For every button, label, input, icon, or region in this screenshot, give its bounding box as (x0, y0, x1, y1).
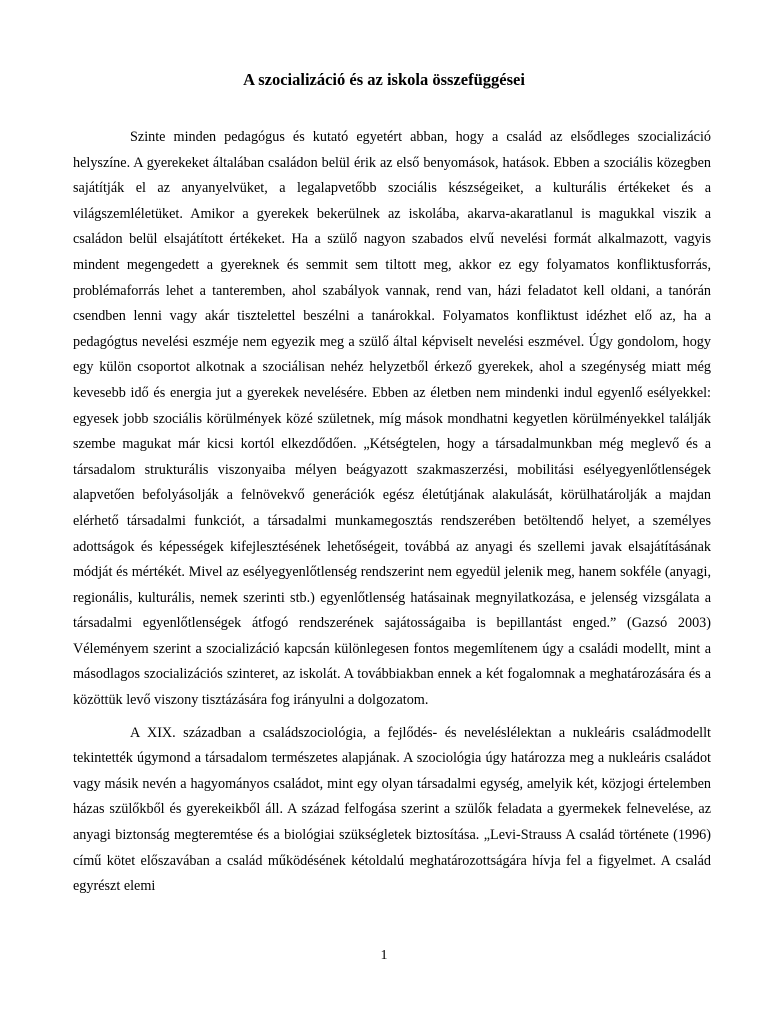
body-text (73, 125, 711, 900)
page-title: A szocializáció és az iskola összefüggései (243, 70, 525, 89)
page-number: 1 (380, 948, 388, 963)
paragraph-2: A XIX. században a családszociológia, a fejlődés- és neveléslélektan a nukleáris családmodellt tekintették úgymond a társadalom természetes alapjának. A szociológia úgy határozza meg a nukleáris családot vagy másik nevén a hagyományos családot, mint egy olyan társadalmi egység, amelyik két, közjogi értelemben házas szülőkből és gyerekeikből áll. A század felfogása szerint a szülők feladata a gyermekek felnevelése, az anyagi biztonság megteremtése és a biológiai szükségletek biztosítása. „Levi-Strauss A család története (1996) című kötet előszavában a család működésének kétoldalú meghatározottságára hívja fel a figyelmet. A család egyrészt elemi (73, 724, 711, 895)
paragraph-1: Szinte minden pedagógus és kutató egyetért abban, hogy a család az elsődleges szocializáció helyszíne. A gyerekeket általában családon belül érik az első benyomások, hatások. Ebben a szociális közegben sajátítják el az anyanyelvüket, a legalapvetőbb szociális készségeiket, a kulturális értékeket és a világszemléletüket. Amikor a gyerekek bekerülnek az iskolába, akarva-akaratlanul is magukkal viszik a családon belül elsajátított értékeket. Ha a szülő nagyon szabados elvű nevelési formát alkalmazott, vagyis mindent megengedett a gyereknek és semmit sem tiltott meg, akkor ez egy folyamatos konfliktusforrás, problémaforrás lehet a tanteremben, ahol szabályok vannak, rend van, házi feladatot kell oldani, a tanórán csendben lenni vagy akár tisztelettel beszélni a tanárokkal. Folyamatos konfliktust idézhet elő az, ha a pedagógtus nevelési eszméje nem egyezik meg a szülő által képviselt nevelési eszmével. Úgy gondolom, hogy egy külön csoportot alkotnak a szociálisan nehéz helyzetből érkező gyerekek, ahol a szegénység miatt még kevesebb idő és energia jut a gyerekek nevelésére. Ebben az életben nem mindenki indul egyenlő esélyekkel: egyesek jobb szociális körülmények közé születnek, míg mások mondhatni kegyetlen körülményekkel találják szembe magukat már kicsi kortól elkezdődően. „Kétségtelen, hogy a társadalmunkban még meglevő és a társadalom strukturális viszonyaiba mélyen beágyazott szakmaszerzési, mobilitási esélyegyenlőtlenségek alapvetően befolyásolják a felnövekvő generációk egész életútjának alakulását, körülhatárolják a majdan elérhető társadalmi funkciót, a társadalmi munkamegosztás rendszerében betöltendő helyet, a személyes adottságok és képességek kifejlesztésének lehetőségeit, továbbá az anyagi és szellemi javak elsajátításának módját és mértékét. Mivel az esélyegyenlőtlenség rendszerint nem egyedül jelenik meg, hanem sokféle (anyagi, regionális, kulturális, nemek szerinti stb.) egyenlőtlenség hatásainak megnyilatkozása, e jelenség vizsgálata a társadalmi egyenlőtlenségek átfogó rendszerének sajátosságaiba is bepillantást enged.” (Gazsó 2003) Véleményem szerint a szocializáció kapcsán különlegesen fontos megemlítenem úgy a családi modellt, mint a másodlagos szocializációs szinteret, az iskolát. A továbbiakban ennek a két fogalomnak a meghatározására és a közöttük levő viszony tisztázására fog irányulni a dolgozatom. (73, 129, 711, 709)
